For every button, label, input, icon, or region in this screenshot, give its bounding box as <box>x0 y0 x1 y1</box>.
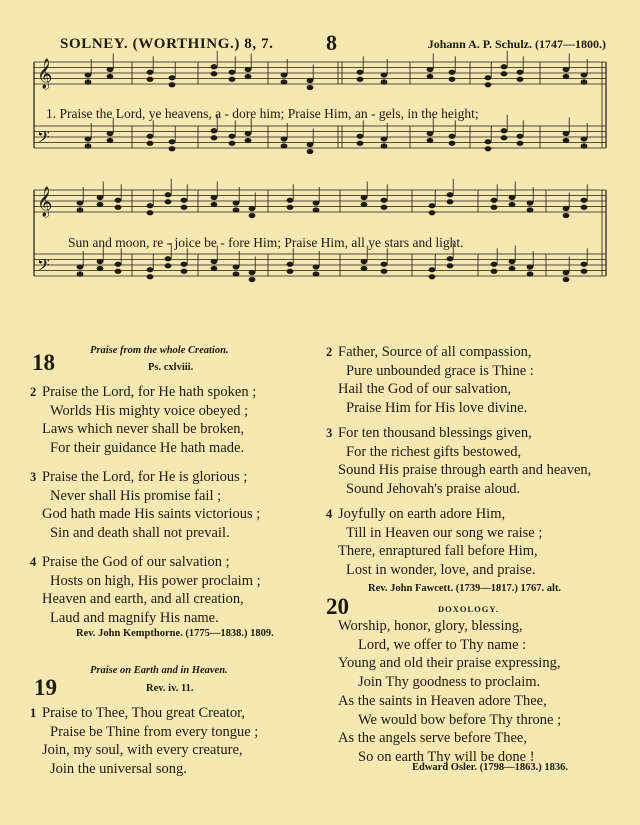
note-head <box>77 264 84 269</box>
note-head <box>245 67 252 72</box>
note-head <box>563 74 570 79</box>
note-head <box>287 205 294 210</box>
verse-number: 2 <box>30 385 37 399</box>
note-head <box>313 271 320 276</box>
note-head <box>211 259 218 264</box>
note-head <box>147 134 154 139</box>
note-head <box>509 266 516 271</box>
verse-number: 3 <box>30 470 37 484</box>
note-head <box>287 262 294 267</box>
stanza-line: As the angels serve before Thee, <box>338 730 527 747</box>
stanza-line: Join the universal song. <box>50 761 187 778</box>
note-head <box>381 136 388 141</box>
hymn-18-stanza-4 <box>30 553 261 628</box>
stanza-line: Praise to Thee, Thou great Creator, <box>42 705 246 721</box>
note-head <box>147 70 154 75</box>
note-head <box>485 75 492 80</box>
stanza-line: Laud and magnify His name. <box>50 610 219 627</box>
note-head <box>313 207 320 212</box>
note-head <box>97 195 104 200</box>
note-head <box>517 70 524 75</box>
note-head <box>563 213 570 218</box>
note-head <box>281 72 288 77</box>
note-head <box>147 203 154 208</box>
stanza-line: Joyfully on earth adore Him, <box>338 506 506 522</box>
note-head <box>563 67 570 72</box>
note-head <box>581 79 588 84</box>
note-head <box>85 79 92 84</box>
note-head <box>107 74 114 79</box>
note-head <box>427 138 434 143</box>
note-head <box>491 262 498 267</box>
note-head <box>491 198 498 203</box>
note-head <box>381 269 388 274</box>
note-head <box>307 78 314 83</box>
stanza-line: So on earth Thy will be done ! <box>358 748 535 765</box>
note-head <box>581 205 588 210</box>
note-head <box>527 271 534 276</box>
note-head <box>181 269 188 274</box>
stanza-line: Hail the God of our salvation, <box>338 381 512 398</box>
tune-number: 8 <box>326 30 337 55</box>
stanza-line: Lord, we offer to Thy name : <box>358 636 527 653</box>
note-head <box>229 141 236 146</box>
note-head <box>181 262 188 267</box>
stanza-line: Join Thy goodness to proclaim. <box>358 674 541 691</box>
hymn-19-stanza-2 <box>326 343 534 418</box>
hymn-20-heading: DOXOLOGY. <box>438 604 499 614</box>
note-head <box>169 146 176 151</box>
note-head <box>181 205 188 210</box>
note-head <box>361 202 368 207</box>
stanza-line: Praise be Thine from every tongue ; <box>50 723 259 740</box>
note-head <box>357 77 364 82</box>
verse-number: 4 <box>30 555 37 569</box>
note-head <box>147 77 154 82</box>
hymn-number-19: 19 <box>34 675 57 700</box>
note-head <box>485 139 492 144</box>
hymn-20-attribution: Edward Osler. (1798—1863.) 1836. <box>412 762 568 773</box>
verse-number: 4 <box>326 507 333 521</box>
note-head <box>229 77 236 82</box>
hymn-18-heading: Praise from the whole Creation. <box>90 345 229 356</box>
note-head <box>107 131 114 136</box>
bass-clef-icon: 𝄢 <box>37 127 50 151</box>
note-head <box>233 207 240 212</box>
hymn-18-attribution: Rev. John Kempthorne. (1775—1838.) 1809. <box>76 628 274 639</box>
note-head <box>77 271 84 276</box>
stanza-line: Praise the God of our salvation ; <box>42 554 230 570</box>
hymn-number-20: 20 <box>326 594 349 619</box>
note-head <box>115 262 122 267</box>
note-head <box>491 269 498 274</box>
note-head <box>169 139 176 144</box>
note-head <box>447 256 454 261</box>
stanza-line: For their guidance He hath made. <box>50 440 245 457</box>
note-head <box>485 82 492 87</box>
note-head <box>233 264 240 269</box>
tune-lyrics-line-2: Sun and moon, re - joice be - fore Him; Praise Him, all ye stars and light. <box>68 235 464 250</box>
note-head <box>447 263 454 268</box>
note-head <box>357 141 364 146</box>
note-head <box>211 195 218 200</box>
note-head <box>429 203 436 208</box>
stanza-line: Laws which never shall be broken, <box>42 421 245 438</box>
stanza-line: Join, my soul, with every creature, <box>42 742 243 759</box>
note-head <box>357 70 364 75</box>
note-head <box>429 210 436 215</box>
stanza-line: Worship, honor, glory, blessing, <box>338 618 523 634</box>
hymn-18-stanza-3 <box>30 468 260 543</box>
note-head <box>509 259 516 264</box>
verse-number: 3 <box>326 426 333 440</box>
stanza-line: Praise Him for His love divine. <box>346 400 528 417</box>
note-head <box>77 207 84 212</box>
stanza-line: Sin and death shall not prevail. <box>50 525 230 542</box>
note-head <box>491 205 498 210</box>
note-head <box>165 263 172 268</box>
note-head <box>563 270 570 275</box>
note-head <box>97 266 104 271</box>
note-head <box>211 64 218 69</box>
stanza-line: For the richest gifts bestowed, <box>346 443 522 460</box>
note-head <box>427 67 434 72</box>
stanza-line: Praise the Lord, for He hath spoken ; <box>42 384 257 400</box>
note-head <box>249 206 256 211</box>
note-head <box>381 198 388 203</box>
note-head <box>563 138 570 143</box>
hymn-19-attribution: Rev. John Fawcett. (1739—1817.) 1767. alt. <box>368 583 562 594</box>
note-head <box>357 134 364 139</box>
note-head <box>233 200 240 205</box>
note-head <box>245 138 252 143</box>
stanza-line: As the saints in Heaven adore Thee, <box>338 692 547 709</box>
note-head <box>563 277 570 282</box>
treble-clef-icon: 𝄞 <box>37 59 53 89</box>
hymn-18-reference: Ps. cxlviii. <box>148 362 194 373</box>
note-head <box>107 67 114 72</box>
note-head <box>245 131 252 136</box>
stanza-line: Worlds His mighty voice obeyed ; <box>50 402 249 419</box>
stanza-line: Till in Heaven our song we raise ; <box>346 524 543 541</box>
note-head <box>447 199 454 204</box>
stanza-line: God hath made His saints victorious ; <box>42 506 261 523</box>
note-head <box>501 128 508 133</box>
note-head <box>427 131 434 136</box>
note-head <box>181 198 188 203</box>
note-head <box>313 264 320 269</box>
note-head <box>517 141 524 146</box>
note-head <box>361 259 368 264</box>
note-head <box>361 266 368 271</box>
note-head <box>501 64 508 69</box>
note-head <box>449 70 456 75</box>
note-head <box>581 143 588 148</box>
bass-clef-icon: 𝄢 <box>37 255 50 279</box>
note-head <box>211 71 218 76</box>
note-head <box>107 138 114 143</box>
note-head <box>501 135 508 140</box>
stanza-line: Pure unbounded grace is Thine : <box>346 362 534 379</box>
note-head <box>169 75 176 80</box>
note-head <box>509 202 516 207</box>
hymn-18-stanza-2 <box>30 383 256 458</box>
note-head <box>563 131 570 136</box>
note-head <box>527 264 534 269</box>
hymn-number-18: 18 <box>32 350 55 375</box>
tune-lyrics-line-1: 1. Praise the Lord, ye heavens, a - dore him; Praise Him, an - gels, in the height; <box>46 106 479 121</box>
note-head <box>449 134 456 139</box>
note-head <box>527 200 534 205</box>
note-head <box>169 82 176 87</box>
note-head <box>449 141 456 146</box>
note-head <box>429 274 436 279</box>
stanza-line: Sound Jehovah's praise aloud. <box>346 481 521 498</box>
note-head <box>307 85 314 90</box>
note-head <box>85 143 92 148</box>
note-head <box>381 262 388 267</box>
stanza-line: Young and old their praise expressing, <box>338 655 561 672</box>
note-head <box>229 134 236 139</box>
stanza-line: Sound His praise through earth and heaven, <box>338 462 592 479</box>
note-head <box>249 277 256 282</box>
note-head <box>147 210 154 215</box>
note-head <box>313 200 320 205</box>
note-head <box>581 269 588 274</box>
tune-name: SOLNEY. (WORTHING.) 8, 7. <box>60 36 274 52</box>
note-head <box>147 141 154 146</box>
note-head <box>449 77 456 82</box>
stanza-line: Heaven and earth, and all creation, <box>42 591 244 608</box>
note-head <box>517 134 524 139</box>
note-head <box>287 198 294 203</box>
note-head <box>509 195 516 200</box>
note-head <box>581 198 588 203</box>
note-head <box>147 267 154 272</box>
note-head <box>281 143 288 148</box>
verse-number: 1 <box>30 706 37 720</box>
note-head <box>381 205 388 210</box>
note-head <box>165 192 172 197</box>
note-head <box>165 199 172 204</box>
verse-number: 2 <box>326 345 333 359</box>
note-head <box>249 270 256 275</box>
note-head <box>361 195 368 200</box>
stanza-line: Hosts on high, His power proclaim ; <box>50 572 261 589</box>
note-head <box>381 143 388 148</box>
note-head <box>281 79 288 84</box>
note-head <box>307 142 314 147</box>
note-head <box>97 259 104 264</box>
note-head <box>211 128 218 133</box>
note-head <box>249 213 256 218</box>
note-head <box>307 149 314 154</box>
note-head <box>85 72 92 77</box>
note-head <box>527 207 534 212</box>
note-head <box>233 271 240 276</box>
stanza-line: Father, Source of all compassion, <box>338 344 532 360</box>
note-head <box>429 267 436 272</box>
treble-clef-icon: 𝄞 <box>37 187 53 217</box>
note-head <box>229 70 236 75</box>
stanza-line: Lost in wonder, love, and praise. <box>346 562 536 579</box>
note-head <box>381 72 388 77</box>
note-head <box>427 74 434 79</box>
note-head <box>501 71 508 76</box>
note-head <box>115 205 122 210</box>
hymn-19-stanza-1 <box>30 704 258 779</box>
note-head <box>245 74 252 79</box>
note-head <box>165 256 172 261</box>
note-head <box>211 266 218 271</box>
music-score <box>0 0 640 300</box>
note-head <box>211 202 218 207</box>
note-head <box>581 136 588 141</box>
note-head <box>287 269 294 274</box>
note-head <box>447 192 454 197</box>
stanza-line: We would bow before Thy throne ; <box>358 711 562 728</box>
stanza-line: Never shall His promise fail ; <box>50 487 222 504</box>
note-head <box>147 274 154 279</box>
stanza-line: Praise the Lord, for He is glorious ; <box>42 469 248 485</box>
stanza-line: For ten thousand blessings given, <box>338 425 532 441</box>
hymn-19-heading: Praise on Earth and in Heaven. <box>90 665 228 676</box>
note-head <box>581 72 588 77</box>
note-head <box>581 262 588 267</box>
note-head <box>281 136 288 141</box>
note-head <box>563 206 570 211</box>
note-head <box>211 135 218 140</box>
hymn-19-stanza-4 <box>326 505 542 580</box>
note-head <box>77 200 84 205</box>
hymn-20-stanza <box>338 617 561 767</box>
hymn-19-reference: Rev. iv. 11. <box>146 683 194 694</box>
note-head <box>85 136 92 141</box>
hymn-19-stanza-3 <box>326 424 591 499</box>
note-head <box>517 77 524 82</box>
note-head <box>485 146 492 151</box>
stanza-line: There, enraptured fall before Him, <box>338 543 538 560</box>
note-head <box>381 79 388 84</box>
tune-composer: Johann A. P. Schulz. (1747—1800.) <box>427 37 606 51</box>
note-head <box>97 202 104 207</box>
note-head <box>115 198 122 203</box>
note-head <box>115 269 122 274</box>
